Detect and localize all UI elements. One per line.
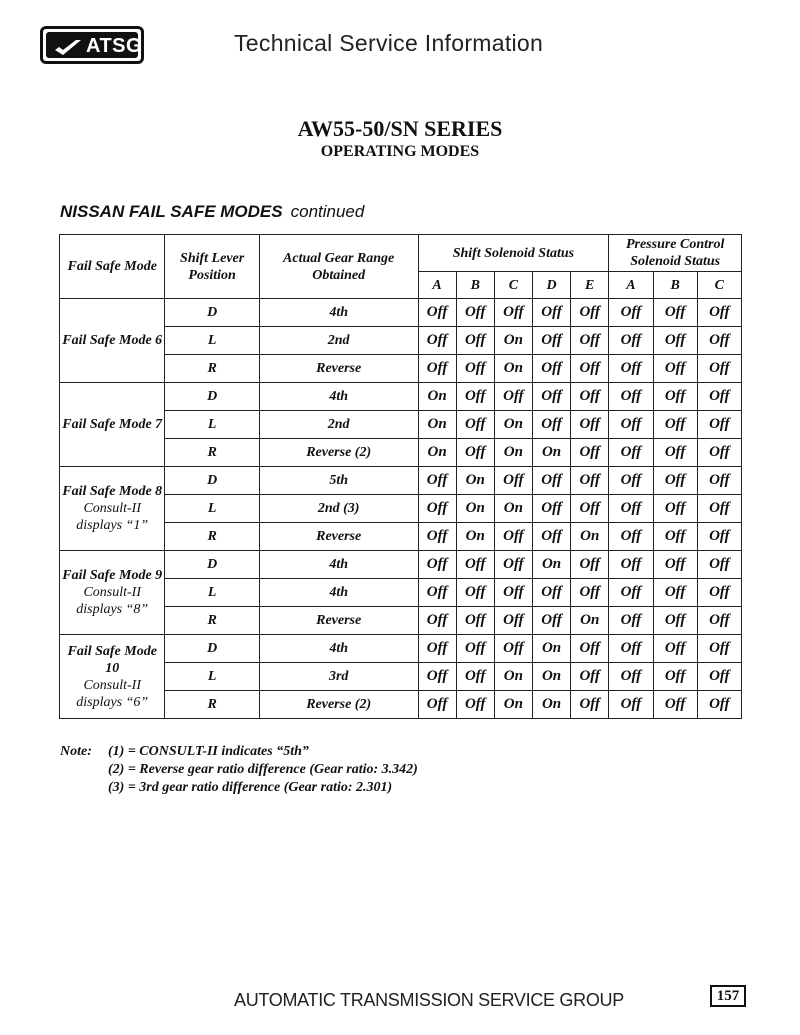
table-row [60,551,742,579]
actual-gear-cell: 4th [259,551,418,579]
table-row [60,383,742,411]
pressure-solenoid-a-cell: Off [609,439,653,467]
actual-gear-cell: 3rd [259,663,418,691]
pressure-solenoid-c-cell: Off [697,607,741,635]
pressure-solenoid-a-cell: Off [609,607,653,635]
shift-solenoid-c-cell: Off [494,523,532,551]
shift-solenoid-c-cell: On [494,355,532,383]
fail-safe-mode-name: Fail Safe Mode 6 [62,333,163,348]
pressure-solenoid-a-cell: Off [609,495,653,523]
shift-solenoid-d-cell: Off [532,495,570,523]
consult-display-note: Consult-II displays “8” [76,585,149,617]
subheader-shift-b: B [456,272,494,299]
actual-gear-cell: 4th [259,383,418,411]
shift-solenoid-e-cell: On [571,607,609,635]
pressure-solenoid-b-cell: Off [653,495,697,523]
shift-solenoid-d-cell: Off [532,299,570,327]
pressure-solenoid-b-cell: Off [653,523,697,551]
shift-solenoid-b-cell: Off [456,607,494,635]
pressure-solenoid-c-cell: Off [697,691,741,719]
shift-solenoid-e-cell: Off [571,467,609,495]
pressure-solenoid-b-cell: Off [653,663,697,691]
shift-solenoid-a-cell: Off [418,635,456,663]
shift-solenoid-a-cell: Off [418,579,456,607]
page-number: 157 [710,985,746,1007]
fail-safe-modes-table [59,234,742,719]
shift-lever-cell: R [165,691,259,719]
shift-lever-cell: L [165,495,259,523]
fail-safe-mode-cell [60,383,165,467]
shift-solenoid-e-cell: Off [571,635,609,663]
shift-solenoid-d-cell: Off [532,467,570,495]
section-heading-suffix: continued [290,202,365,221]
subheader-shift-d: D [532,272,570,299]
shift-solenoid-c-cell: On [494,327,532,355]
actual-gear-cell: 5th [259,467,418,495]
shift-solenoid-b-cell: Off [456,299,494,327]
pressure-solenoid-c-cell: Off [697,663,741,691]
fail-safe-mode-name: Fail Safe Mode 9 [62,568,163,583]
pressure-solenoid-c-cell: Off [697,355,741,383]
pressure-solenoid-a-cell: Off [609,523,653,551]
consult-display-note: Consult-II displays “6” [76,677,149,710]
shift-solenoid-b-cell: Off [456,635,494,663]
pressure-solenoid-a-cell: Off [609,663,653,691]
shift-solenoid-e-cell: Off [571,439,609,467]
shift-solenoid-a-cell: Off [418,551,456,579]
header-title: Technical Service Information [234,30,544,56]
pressure-solenoid-a-cell: Off [609,691,653,719]
shift-solenoid-b-cell: On [456,467,494,495]
pressure-solenoid-c-cell: Off [697,635,741,663]
footer-text: AUTOMATIC TRANSMISSION SERVICE GROUP [234,990,624,1010]
shift-solenoid-a-cell: Off [418,607,456,635]
shift-solenoid-c-cell: On [494,411,532,439]
shift-lever-cell: R [165,523,259,551]
pressure-solenoid-c-cell: Off [697,383,741,411]
subheader-pressure-b: B [653,272,697,299]
subheader-shift-a: A [418,272,456,299]
shift-solenoid-d-cell: On [532,635,570,663]
shift-solenoid-c-cell: Off [494,299,532,327]
shift-solenoid-a-cell: Off [418,495,456,523]
shift-solenoid-c-cell: Off [494,551,532,579]
header-fail-safe-mode: Fail Safe Mode [60,235,165,299]
shift-solenoid-b-cell: Off [456,663,494,691]
pressure-solenoid-c-cell: Off [697,411,741,439]
pressure-solenoid-a-cell: Off [609,383,653,411]
pressure-solenoid-b-cell: Off [653,299,697,327]
actual-gear-cell: 4th [259,299,418,327]
header-shift-solenoid: Shift Solenoid Status [418,235,609,272]
shift-solenoid-d-cell: On [532,691,570,719]
pressure-solenoid-a-cell: Off [609,579,653,607]
fail-safe-mode-cell [60,299,165,383]
actual-gear-cell: Reverse [259,523,418,551]
fail-safe-mode-name: Fail Safe Mode 7 [62,417,163,432]
shift-lever-cell: D [165,299,259,327]
pressure-solenoid-c-cell: Off [697,551,741,579]
shift-solenoid-b-cell: On [456,495,494,523]
pressure-solenoid-b-cell: Off [653,635,697,663]
pressure-solenoid-a-cell: Off [609,635,653,663]
pressure-solenoid-b-cell: Off [653,467,697,495]
shift-lever-cell: D [165,467,259,495]
shift-solenoid-b-cell: Off [456,411,494,439]
table-row [60,299,742,327]
shift-solenoid-b-cell: Off [456,691,494,719]
shift-lever-cell: D [165,551,259,579]
section-heading-text: NISSAN FAIL SAFE MODES [60,202,283,221]
pressure-solenoid-a-cell: Off [609,355,653,383]
actual-gear-cell: 2nd (3) [259,495,418,523]
subheader-pressure-c: C [697,272,741,299]
table-header [60,235,742,299]
pressure-solenoid-c-cell: Off [697,495,741,523]
shift-solenoid-e-cell: Off [571,495,609,523]
header-actual-gear: Actual Gear Range Obtained [259,235,418,299]
actual-gear-cell: Reverse (2) [259,691,418,719]
shift-solenoid-d-cell: Off [532,523,570,551]
table-body [60,299,742,719]
shift-solenoid-e-cell: Off [571,299,609,327]
document-subtitle: OPERATING MODES [320,143,480,160]
fail-safe-mode-cell [60,635,165,719]
actual-gear-cell: Reverse (2) [259,439,418,467]
pressure-solenoid-a-cell: Off [609,551,653,579]
header-shift-lever: Shift Lever Position [165,235,259,299]
fail-safe-mode-cell [60,551,165,635]
pressure-solenoid-a-cell: Off [609,467,653,495]
shift-solenoid-c-cell: Off [494,607,532,635]
shift-solenoid-c-cell: On [494,663,532,691]
shift-solenoid-e-cell: Off [571,327,609,355]
atsg-logo [40,26,144,64]
shift-lever-cell: L [165,663,259,691]
actual-gear-cell: 2nd [259,411,418,439]
section-heading [60,202,364,222]
shift-solenoid-e-cell: Off [571,383,609,411]
shift-solenoid-c-cell: On [494,691,532,719]
note-line: (1) = CONSULT-II indicates “5th” [108,744,309,759]
shift-solenoid-e-cell: Off [571,355,609,383]
shift-solenoid-a-cell: Off [418,327,456,355]
shift-solenoid-b-cell: Off [456,355,494,383]
shift-solenoid-a-cell: Off [418,523,456,551]
actual-gear-cell: Reverse [259,355,418,383]
pressure-solenoid-b-cell: Off [653,439,697,467]
shift-solenoid-d-cell: Off [532,327,570,355]
shift-solenoid-a-cell: On [418,411,456,439]
shift-solenoid-d-cell: Off [532,355,570,383]
shift-lever-cell: R [165,355,259,383]
shift-solenoid-a-cell: On [418,439,456,467]
shift-solenoid-e-cell: Off [571,579,609,607]
shift-solenoid-e-cell: On [571,523,609,551]
shift-solenoid-a-cell: Off [418,299,456,327]
note-line: (3) = 3rd gear ratio difference (Gear ratio: 2.301) [108,780,393,795]
shift-solenoid-c-cell: Off [494,635,532,663]
shift-solenoid-d-cell: Off [532,411,570,439]
shift-lever-cell: D [165,383,259,411]
shift-lever-cell: R [165,607,259,635]
shift-solenoid-b-cell: Off [456,383,494,411]
pressure-solenoid-c-cell: Off [697,467,741,495]
fail-safe-mode-cell [60,467,165,551]
shift-solenoid-a-cell: Off [418,691,456,719]
actual-gear-cell: 4th [259,579,418,607]
pressure-solenoid-a-cell: Off [609,411,653,439]
pressure-solenoid-b-cell: Off [653,327,697,355]
shift-solenoid-d-cell: On [532,439,570,467]
pressure-solenoid-c-cell: Off [697,523,741,551]
table-row [60,467,742,495]
pressure-solenoid-c-cell: Off [697,299,741,327]
pressure-solenoid-c-cell: Off [697,579,741,607]
subheader-shift-e: E [571,272,609,299]
actual-gear-cell: Reverse [259,607,418,635]
shift-solenoid-c-cell: On [494,495,532,523]
header-pressure-control: Pressure Control Solenoid Status [609,235,742,272]
shift-solenoid-b-cell: Off [456,551,494,579]
shift-solenoid-d-cell: On [532,551,570,579]
shift-lever-cell: D [165,635,259,663]
shift-solenoid-b-cell: Off [456,327,494,355]
consult-display-note: Consult-II displays “1” [76,501,149,533]
pressure-solenoid-c-cell: Off [697,327,741,355]
actual-gear-cell: 4th [259,635,418,663]
shift-solenoid-c-cell: Off [494,383,532,411]
shift-lever-cell: R [165,439,259,467]
note-line: (2) = Reverse gear ratio difference (Gear ratio: 3.342) [108,762,418,777]
pressure-solenoid-b-cell: Off [653,607,697,635]
pressure-solenoid-a-cell: Off [609,299,653,327]
pressure-solenoid-b-cell: Off [653,411,697,439]
shift-solenoid-d-cell: Off [532,579,570,607]
notes-lines [108,743,418,797]
pressure-solenoid-b-cell: Off [653,579,697,607]
shift-solenoid-c-cell: On [494,439,532,467]
subheader-pressure-a: A [609,272,653,299]
actual-gear-cell: 2nd [259,327,418,355]
wrench-check-icon [54,38,82,58]
shift-solenoid-e-cell: Off [571,411,609,439]
document-title: AW55-50/SN SERIES [297,116,503,141]
shift-solenoid-a-cell: Off [418,355,456,383]
shift-lever-cell: L [165,579,259,607]
shift-solenoid-b-cell: Off [456,439,494,467]
shift-solenoid-a-cell: Off [418,663,456,691]
pressure-solenoid-b-cell: Off [653,551,697,579]
notes-label: Note: [60,744,92,759]
shift-solenoid-d-cell: Off [532,607,570,635]
logo-text: ATSG [86,35,143,57]
shift-solenoid-d-cell: Off [532,383,570,411]
pressure-solenoid-b-cell: Off [653,383,697,411]
logo-background [46,32,143,58]
pressure-solenoid-a-cell: Off [609,327,653,355]
shift-solenoid-a-cell: Off [418,467,456,495]
shift-solenoid-e-cell: Off [571,551,609,579]
fail-safe-mode-name: Fail Safe Mode 8 [62,484,163,499]
shift-solenoid-a-cell: On [418,383,456,411]
shift-solenoid-b-cell: On [456,523,494,551]
fail-safe-mode-name: Fail Safe Mode 10 [67,643,157,676]
table-row [60,635,742,663]
subheader-shift-c: C [494,272,532,299]
pressure-solenoid-c-cell: Off [697,439,741,467]
pressure-solenoid-b-cell: Off [653,691,697,719]
shift-solenoid-d-cell: On [532,663,570,691]
shift-solenoid-e-cell: Off [571,663,609,691]
pressure-solenoid-b-cell: Off [653,355,697,383]
shift-solenoid-b-cell: Off [456,579,494,607]
shift-lever-cell: L [165,411,259,439]
shift-solenoid-e-cell: Off [571,691,609,719]
shift-solenoid-c-cell: Off [494,579,532,607]
shift-lever-cell: L [165,327,259,355]
shift-solenoid-c-cell: Off [494,467,532,495]
